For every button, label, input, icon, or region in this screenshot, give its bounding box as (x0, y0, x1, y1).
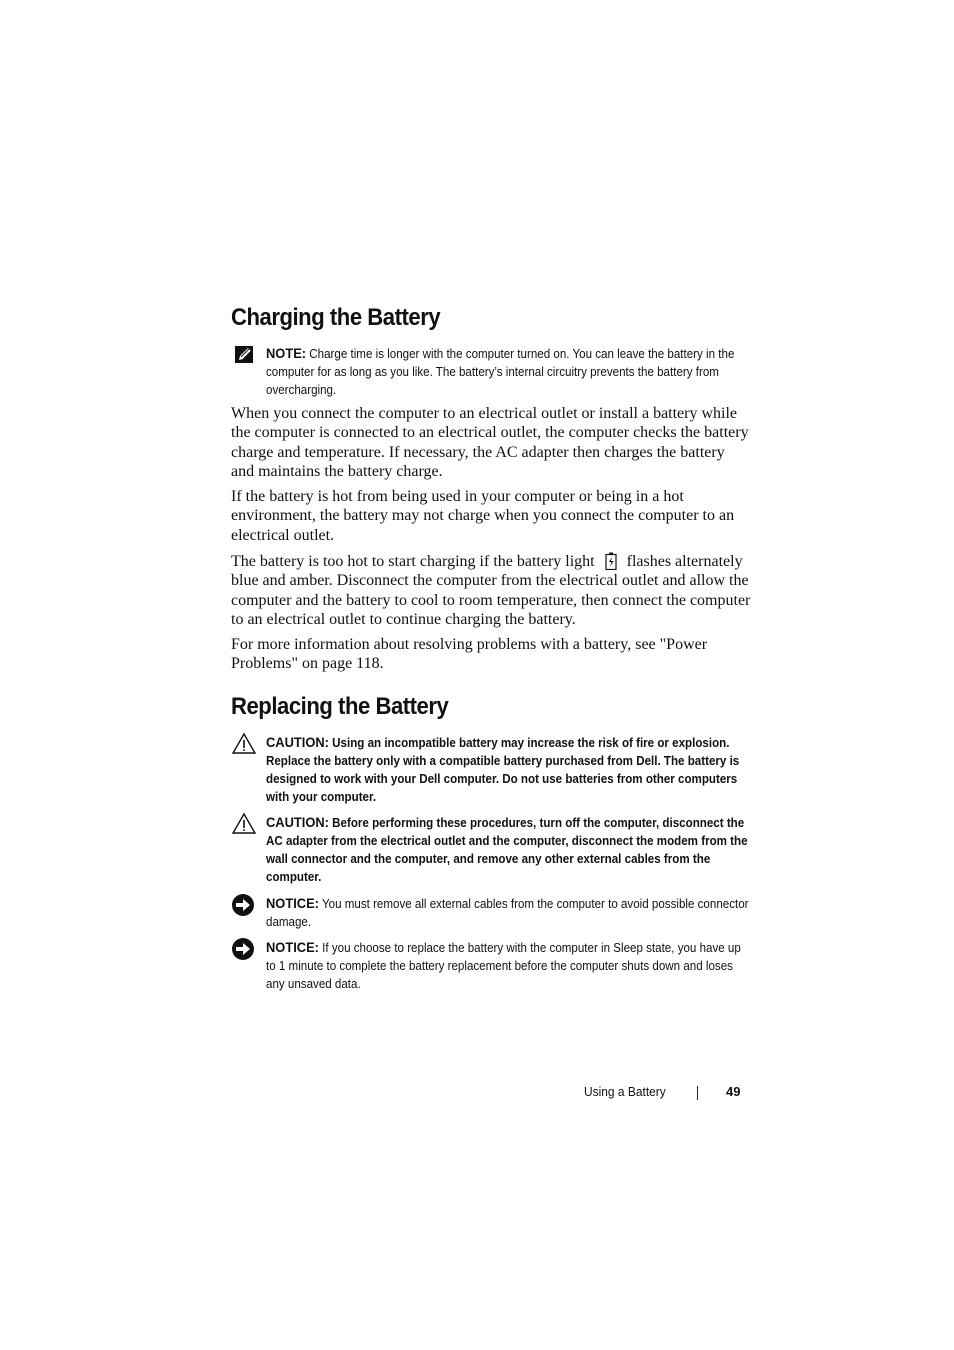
page-footer (0, 1084, 954, 1104)
paragraph-battery-too-hot-start: The battery is too hot to start charging if the battery light (231, 553, 595, 570)
caution-text (266, 813, 749, 886)
notice-body: If you choose to replace the battery with the computer in Sleep state, you have up to 1 minute to complete the battery replacement before the computer shuts down and loses any unsaved data. (266, 941, 741, 991)
caution-text (266, 733, 749, 806)
notice-text (266, 938, 749, 993)
footer-separator (697, 1086, 698, 1100)
heading-replacing-the-battery: Replacing the Battery (231, 693, 449, 720)
pencil-note-icon (231, 343, 257, 367)
paragraph-battery-too-hot-end: flashes alternately blue and amber. Disconnect the computer from the electrical outlet and allow the computer and the battery to cool to room temperature, then connect the computer to an electrical outlet to continue charging the battery. (231, 553, 751, 629)
caution-body: Using an incompatible battery may increase the risk of fire or explosion. Replace the battery only with a compatible battery purchased from Dell. The battery is designed to work with your Dell computer. Do not use batteries from other computers with your computer. (266, 736, 740, 804)
paragraph-battery-hot: If the battery is hot from being used in your computer or being in a hot environment, the battery may not charge when you connect the computer to an electrical outlet. (231, 488, 735, 544)
notice-label: NOTICE: (266, 895, 319, 911)
caution-label: CAUTION: (266, 814, 329, 830)
page-number: 49 (726, 1084, 741, 1099)
notice-body: You must remove all external cables from the computer to avoid possible connector damage. (266, 897, 749, 929)
arrow-circle-icon (231, 937, 257, 961)
caution-body: Before performing these procedures, turn off the computer, disconnect the AC adapter from the electrical outlet and the computer, disconnect the modem from the wall connector and the computer, and remove any other external cables from the computer. (266, 816, 748, 884)
note-label: NOTE: (266, 345, 307, 361)
paragraph-battery-too-hot (231, 552, 751, 630)
caution-label: CAUTION: (266, 734, 329, 750)
battery-status-light-icon (605, 552, 617, 570)
notice-label: NOTICE: (266, 939, 319, 955)
warning-triangle-icon (231, 812, 257, 836)
paragraph-more-information: For more information about resolving problems with a battery, see "Power Problems" on page 118. (231, 636, 708, 673)
notice-text (266, 894, 749, 931)
heading-charging-the-battery: Charging the Battery (231, 304, 441, 331)
paragraph-connect-outlet: When you connect the computer to an electrical outlet or install a battery while the computer is connected to an electrical outlet, the computer checks the battery charge and temperature. If necessary, the AC adapter then charges the battery and maintains the battery charge. (231, 405, 749, 481)
note-text (266, 344, 749, 399)
note-body: Charge time is longer with the computer turned on. You can leave the battery in the computer for as long as you like. The battery’s internal circuitry prevents the battery from overcharging. (266, 347, 735, 397)
footer-section-title: Using a Battery (584, 1084, 666, 1099)
warning-triangle-icon (231, 732, 257, 756)
arrow-circle-icon (231, 893, 257, 917)
